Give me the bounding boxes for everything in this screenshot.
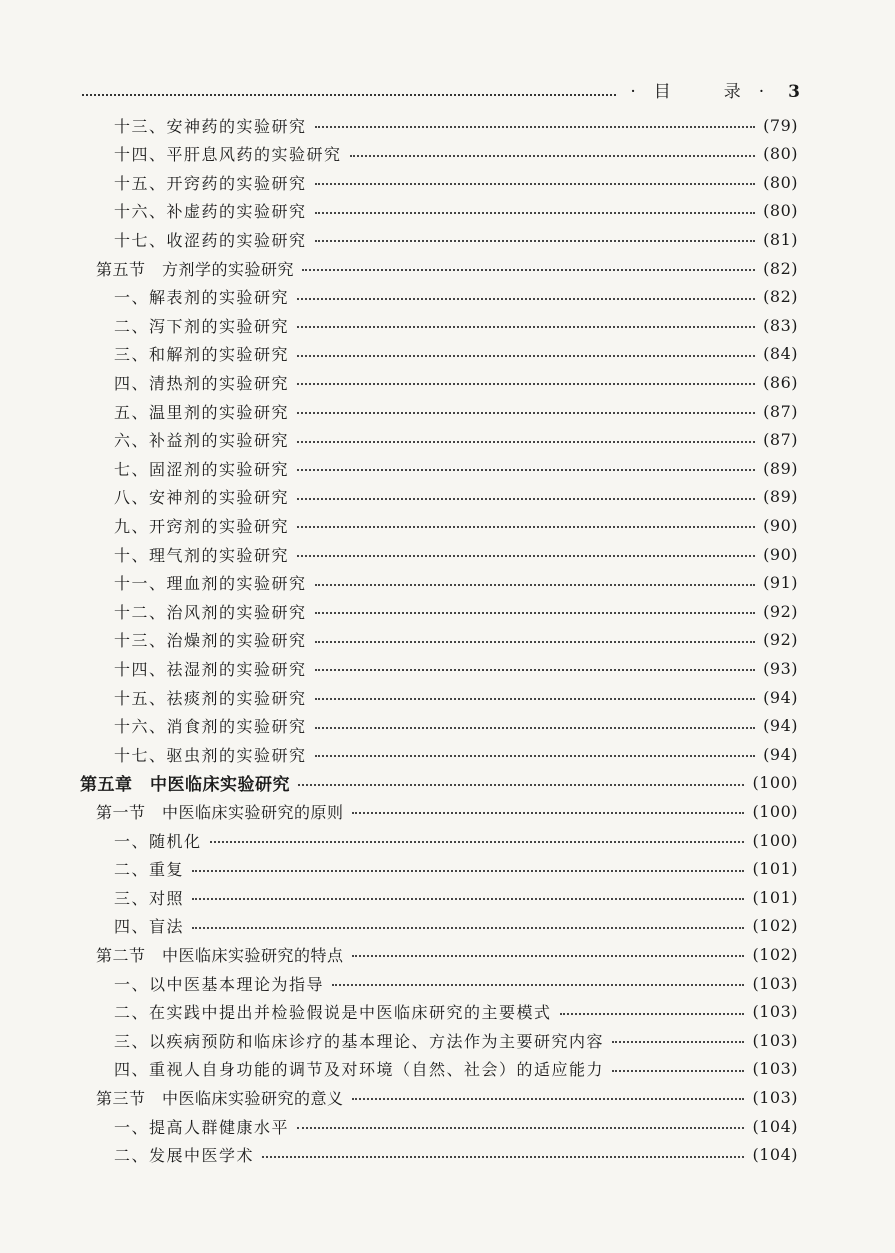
toc-entry-section: [96, 940, 798, 968]
toc-entry-title: 一、解表剂的实验研究: [114, 288, 290, 308]
toc-entry-item: [114, 340, 798, 368]
toc-entry-item: [114, 311, 798, 339]
dot-leader: [297, 383, 755, 385]
toc-entry-page: (93): [763, 658, 798, 678]
header-dotted-rule: [82, 94, 616, 96]
toc-entry-page: (94): [763, 744, 798, 764]
toc-entry-page: (94): [763, 687, 798, 707]
dot-leader: [192, 927, 744, 929]
toc-entry-item: [114, 998, 798, 1026]
dot-leader: [297, 298, 755, 300]
toc-entry-item: [114, 740, 798, 768]
toc-entry-title: 五、温里剂的实验研究: [114, 402, 290, 422]
toc-entry-title: 十六、补虚药的实验研究: [114, 202, 307, 222]
toc-entry-item: [114, 626, 798, 654]
toc-entry-item: [114, 483, 798, 511]
toc-entry-page: (84): [763, 344, 798, 364]
dot-leader: [298, 784, 744, 786]
toc-entry-title: 二、重复: [114, 860, 185, 880]
toc-entry-title: 三、对照: [114, 888, 185, 908]
dot-leader: [612, 1041, 744, 1043]
toc-entry-item: [114, 855, 798, 883]
toc-entry-title: 十、理气剂的实验研究: [114, 545, 290, 565]
running-header: [82, 76, 800, 102]
dot-leader: [315, 698, 756, 700]
toc-entry-title: 十七、驱虫剂的实验研究: [114, 745, 307, 765]
toc-entry-section: [96, 1083, 798, 1111]
toc-entry-item: [114, 397, 798, 425]
dot-leader: [560, 1013, 745, 1015]
dot-leader: [315, 669, 756, 671]
toc-entry-item: [114, 597, 798, 625]
dot-leader: [297, 1127, 744, 1129]
dot-leader: [315, 584, 756, 586]
dot-leader: [352, 812, 745, 814]
page-number: 3: [788, 82, 800, 102]
toc-entry-page: (103): [752, 973, 798, 993]
dot-leader: [302, 269, 755, 271]
toc-entry-item: [114, 569, 798, 597]
toc-entry-title: 十四、平肝息风药的实验研究: [114, 145, 342, 165]
dot-leader: [192, 870, 744, 872]
toc-entry-page: (92): [763, 630, 798, 650]
toc-entry-item: [114, 969, 798, 997]
toc-entry-item: [114, 111, 798, 139]
toc-entry-title: 四、盲法: [114, 917, 185, 937]
toc-entry-page: (80): [763, 172, 798, 192]
toc-entry-title: 九、开窍剂的实验研究: [114, 516, 290, 536]
toc-entry-title: 十三、治燥剂的实验研究: [114, 631, 307, 651]
toc-entry-page: (79): [763, 115, 798, 135]
dot-leader: [297, 412, 755, 414]
toc-entry-item: [114, 140, 798, 168]
toc-entry-item: [114, 826, 798, 854]
toc-entry-title: 四、重视人自身功能的调节及对环境（自然、社会）的适应能力: [114, 1060, 605, 1080]
toc-entry-title: 十六、消食剂的实验研究: [114, 717, 307, 737]
toc-entry-title: 十七、收涩药的实验研究: [114, 230, 307, 250]
toc-entry-item: [114, 883, 798, 911]
toc-entry-title: 十五、开窍药的实验研究: [114, 173, 307, 193]
toc-entry-page: (103): [752, 1087, 798, 1107]
dot-leader: [262, 1156, 744, 1158]
toc-entry-title: 七、固涩剂的实验研究: [114, 459, 290, 479]
toc-entry-page: (104): [752, 1116, 798, 1136]
dot-leader: [297, 555, 755, 557]
toc-entry-title: 二、在实践中提出并检验假说是中医临床研究的主要模式: [114, 1003, 552, 1023]
toc-entry-title: 十五、祛痰剂的实验研究: [114, 688, 307, 708]
dot-leader: [315, 126, 756, 128]
toc-entry-title: 三、和解剂的实验研究: [114, 345, 290, 365]
dot-leader: [315, 212, 756, 214]
dot-leader: [315, 612, 756, 614]
toc-entry-page: (90): [763, 544, 798, 564]
dot-leader: [315, 727, 756, 729]
dot-leader: [297, 469, 755, 471]
toc-entry-title: 第二节 中医临床实验研究的特点: [96, 945, 344, 965]
toc-entry-page: (91): [763, 573, 798, 593]
toc-entry-item: [114, 197, 798, 225]
toc-entry-page: (82): [763, 287, 798, 307]
dot-leader: [297, 498, 755, 500]
toc-entry-page: (103): [752, 1030, 798, 1050]
toc-entry-item: [114, 426, 798, 454]
toc-entry-page: (83): [763, 315, 798, 335]
toc-entry-title: 第五节 方剂学的实验研究: [96, 259, 295, 279]
toc-entry-item: [114, 511, 798, 539]
toc-entry-title: 一、提高人群健康水平: [114, 1117, 290, 1137]
toc-entry-title: 三、以疾病预防和临床诊疗的基本理论、方法作为主要研究内容: [114, 1031, 605, 1051]
toc-entry-title: 第五章 中医临床实验研究: [80, 775, 290, 796]
toc-entry-title: 十四、祛湿剂的实验研究: [114, 659, 307, 679]
toc-entry-title: 一、随机化: [114, 831, 202, 851]
dot-leader: [350, 155, 756, 157]
dot-leader: [315, 240, 756, 242]
toc-entry-title: 十三、安神药的实验研究: [114, 116, 307, 136]
dot-leader: [297, 526, 755, 528]
toc-entry-title: 四、清热剂的实验研究: [114, 373, 290, 393]
toc-entry-page: (80): [763, 144, 798, 164]
toc-entry-title: 十二、治风剂的实验研究: [114, 602, 307, 622]
dot-leader: [332, 984, 744, 986]
toc-entry-page: (90): [763, 515, 798, 535]
toc-entry-page: (92): [763, 601, 798, 621]
toc-entry-page: (100): [752, 773, 798, 793]
dot-leader: [210, 841, 745, 843]
toc-entry-item: [114, 1141, 798, 1169]
toc-entry-item: [114, 912, 798, 940]
toc-entry-page: (103): [752, 1002, 798, 1022]
toc-entry-item: [114, 283, 798, 311]
dot-leader: [192, 898, 744, 900]
toc-entry-item: [114, 683, 798, 711]
toc-entry-title: 十一、理血剂的实验研究: [114, 574, 307, 594]
toc-entry-title: 二、泻下剂的实验研究: [114, 316, 290, 336]
toc-entry-page: (100): [752, 801, 798, 821]
toc-entry-page: (89): [763, 458, 798, 478]
toc-entry-page: (100): [752, 830, 798, 850]
dot-leader: [315, 755, 756, 757]
toc-entry-title: 八、安神剂的实验研究: [114, 488, 290, 508]
toc-entry-title: 第一节 中医临床实验研究的原则: [96, 802, 344, 822]
dot-leader: [315, 183, 756, 185]
toc-entry-item: [114, 654, 798, 682]
dot-leader: [315, 641, 756, 643]
toc-entry-page: (87): [763, 430, 798, 450]
toc-entry-item: [114, 1026, 798, 1054]
toc-entry-section: [96, 797, 798, 825]
toc-entry-chapter: [80, 769, 798, 797]
toc-entry-title: 一、以中医基本理论为指导: [114, 974, 325, 994]
dot-leader: [612, 1070, 744, 1072]
toc-entry-page: (101): [752, 887, 798, 907]
toc-entry-item: [114, 454, 798, 482]
dot-leader: [352, 955, 745, 957]
toc-entry-page: (87): [763, 401, 798, 421]
dot-leader: [297, 326, 755, 328]
dot-leader: [297, 355, 755, 357]
toc-entry-page: (94): [763, 716, 798, 736]
toc-entry-section: [96, 254, 798, 282]
toc-entry-item: [114, 225, 798, 253]
toc-entry-page: (86): [763, 372, 798, 392]
toc-entry-page: (101): [752, 859, 798, 879]
toc-entry-title: 第三节 中医临床实验研究的意义: [96, 1088, 344, 1108]
toc-entry-item: [114, 540, 798, 568]
toc-entry-item: [114, 712, 798, 740]
toc-entry-item: [114, 1055, 798, 1083]
toc-entry-page: (102): [752, 944, 798, 964]
toc-entry-title: 六、补益剂的实验研究: [114, 431, 290, 451]
toc-entry-page: (103): [752, 1059, 798, 1079]
toc-entry-item: [114, 1112, 798, 1140]
toc-entry-item: [114, 368, 798, 396]
header-title: ·目 录·: [630, 82, 783, 102]
toc-entry-title: 二、发展中医学术: [114, 1146, 255, 1166]
toc-entry-item: [114, 168, 798, 196]
toc-entry-page: (89): [763, 487, 798, 507]
dot-leader: [297, 441, 755, 443]
toc-entry-page: (81): [763, 229, 798, 249]
toc-entry-page: (104): [752, 1145, 798, 1165]
toc-entry-page: (102): [752, 916, 798, 936]
dot-leader: [352, 1098, 745, 1100]
toc-entry-page: (82): [763, 258, 798, 278]
toc-entry-page: (80): [763, 201, 798, 221]
